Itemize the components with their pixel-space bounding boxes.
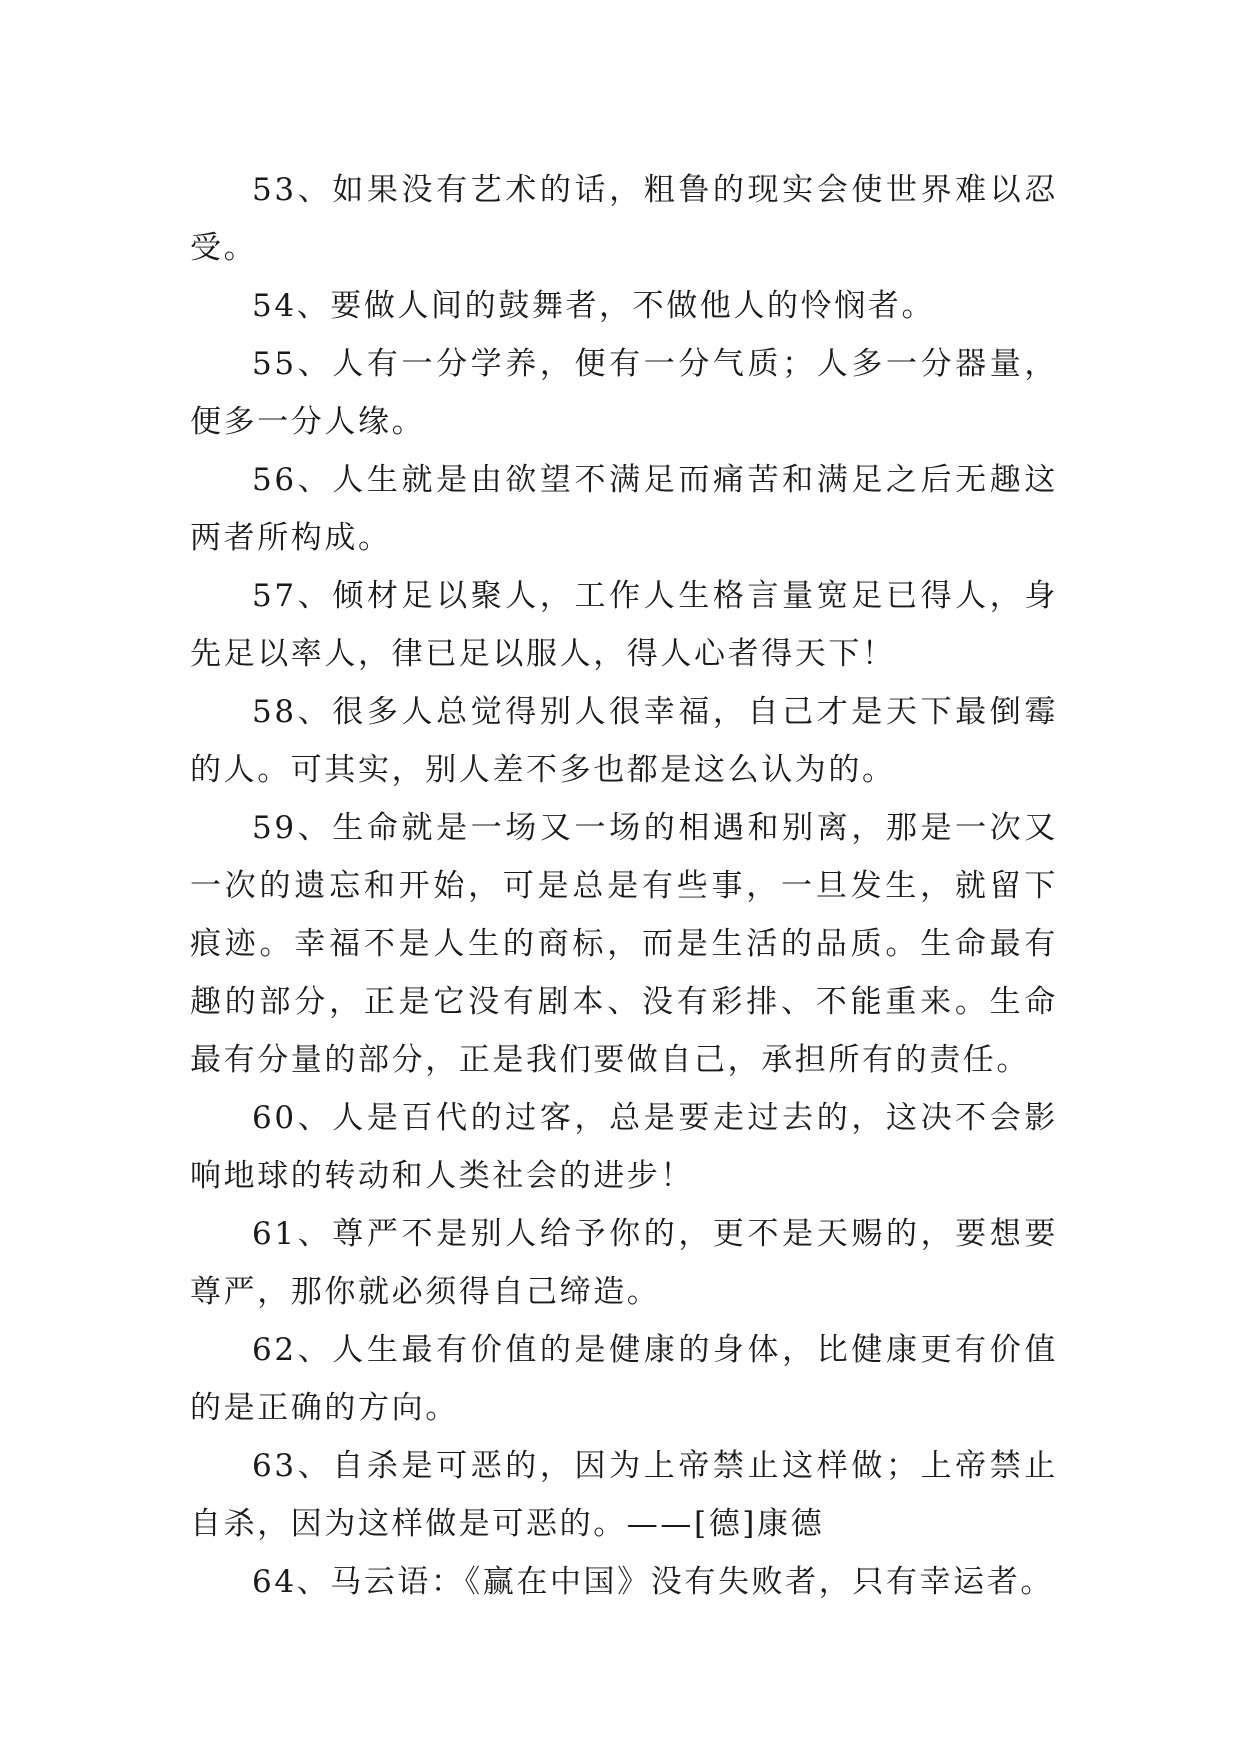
- quote-paragraph-59: 59、生命就是一场又一场的相遇和别离，那是一次又一次的遗忘和开始，可是总是有些事，一旦发生，就留下痕迹。幸福不是人生的商标，而是生活的品质。生命最有趣的部分，正是它没有剧本、没有彩排、不能重来。生命最有分量的部分，正是我们要做自己，承担所有的责任。: [190, 810, 1058, 1078]
- quote-paragraph-54: 54、要做人间的鼓舞者，不做他人的怜悯者。: [252, 288, 936, 324]
- quote-paragraph-55: 55、人有一分学养，便有一分气质；人多一分器量，便多一分人缘。: [190, 346, 1058, 440]
- quote-paragraph-53: 53、如果没有艺术的话，粗鲁的现实会使世界难以忍受。: [190, 172, 1058, 266]
- quote-paragraph-64: 64、马云语：《赢在中国》没有失败者，只有幸运者。: [252, 1564, 1054, 1600]
- quote-paragraph-62: 62、人生最有价值的是健康的身体，比健康更有价值的是正确的方向。: [190, 1332, 1058, 1426]
- quote-paragraph-58: 58、很多人总觉得别人很幸福，自己才是天下最倒霉的人。可其实，别人差不多也都是这么认为的。: [190, 694, 1058, 788]
- quote-paragraph-61: 61、尊严不是别人给予你的，更不是天赐的，要想要尊严，那你就必须得自己缔造。: [190, 1216, 1058, 1310]
- quote-paragraph-57: 57、倾材足以聚人，工作人生格言量宽足已得人，身先足以率人，律已足以服人，得人心者得天下！: [190, 578, 1058, 672]
- quote-paragraph-63: 63、自杀是可恶的，因为上帝禁止这样做；上帝禁止自杀，因为这样做是可恶的。——[德]康德: [190, 1448, 1058, 1542]
- quote-paragraph-60: 60、人是百代的过客，总是要走过去的，这决不会影响地球的转动和人类社会的进步！: [190, 1100, 1058, 1194]
- document-body: [190, 161, 1058, 1611]
- quote-paragraph-56: 56、人生就是由欲望不满足而痛苦和满足之后无趣这两者所构成。: [190, 462, 1058, 556]
